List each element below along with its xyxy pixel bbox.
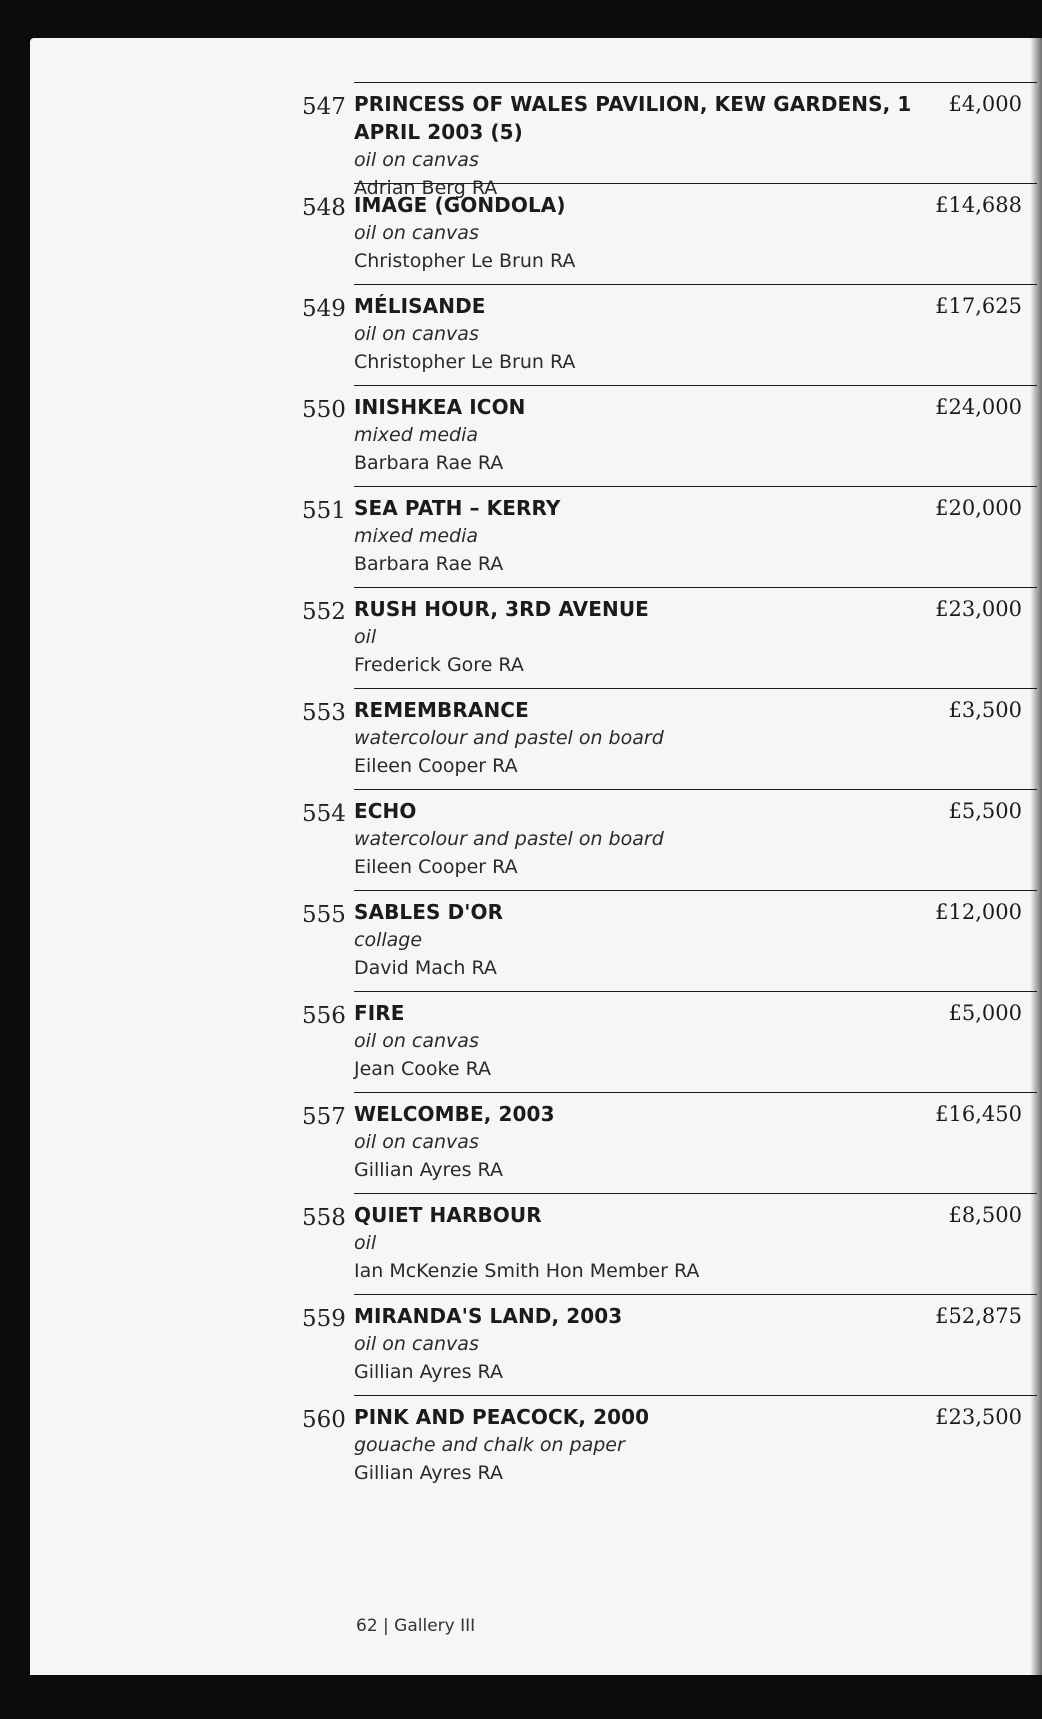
entry-artist: Barbara Rae RA (354, 553, 504, 575)
entry-price: £12,000 (935, 900, 1022, 924)
entry-number: 557 (302, 1104, 346, 1130)
entry-title: INISHKEA ICON (354, 395, 526, 419)
entry-title: PINK AND PEACOCK, 2000 (354, 1405, 650, 1429)
entry-price: £5,500 (948, 799, 1022, 823)
entry-number: 552 (302, 599, 346, 625)
entry-medium: oil (354, 1232, 377, 1254)
entry-price: £16,450 (935, 1102, 1022, 1126)
entry-number: 558 (302, 1205, 346, 1231)
catalogue-entry (30, 183, 1042, 284)
entry-title: MÉLISANDE (354, 294, 486, 318)
entry-medium: mixed media (354, 525, 479, 547)
entry-artist: Eileen Cooper RA (354, 755, 518, 777)
entry-medium: watercolour and pastel on board (354, 828, 664, 850)
entry-medium: oil (354, 626, 377, 648)
catalogue-entry (30, 890, 1042, 991)
entry-info (354, 797, 942, 882)
catalogue-entry (30, 1395, 1042, 1496)
catalogue-entry (30, 1092, 1042, 1193)
entry-medium: oil on canvas (354, 1030, 479, 1052)
entry-price: £3,500 (948, 698, 1022, 722)
entry-artist: David Mach RA (354, 957, 497, 979)
catalogue-page (30, 38, 1042, 1675)
entry-number: 547 (302, 94, 346, 120)
entry-artist: Barbara Rae RA (354, 452, 504, 474)
catalogue-entry (30, 82, 1042, 199)
entry-artist: Frederick Gore RA (354, 654, 524, 676)
catalogue-entry (30, 688, 1042, 789)
entry-artist: Gillian Ayres RA (354, 1462, 503, 1484)
catalogue-entry (30, 587, 1042, 688)
entry-title: REMEMBRANCE (354, 698, 529, 722)
entry-medium: oil on canvas (354, 149, 479, 171)
entry-title: RUSH HOUR, 3RD AVENUE (354, 597, 649, 621)
entry-info (354, 1403, 942, 1488)
entry-price: £23,000 (935, 597, 1022, 621)
entry-price: £4,000 (948, 92, 1022, 116)
entry-artist: Christopher Le Brun RA (354, 351, 576, 373)
entry-number: 550 (302, 397, 346, 423)
catalogue-entry (30, 284, 1042, 385)
entry-info (354, 1201, 942, 1286)
entry-artist: Christopher Le Brun RA (354, 250, 576, 272)
entry-medium: oil on canvas (354, 1131, 479, 1153)
entry-title: SABLES D'OR (354, 900, 504, 924)
entry-medium: oil on canvas (354, 222, 479, 244)
entry-title: PRINCESS OF WALES PAVILION, KEW GARDENS, 1 APRIL 2003 (5) (354, 92, 912, 144)
entry-number: 554 (302, 801, 346, 827)
entry-price: £52,875 (935, 1304, 1022, 1328)
entry-info (354, 595, 942, 680)
entry-price: £5,000 (948, 1001, 1022, 1025)
entry-list (30, 82, 1042, 1496)
catalogue-entry (30, 486, 1042, 587)
entry-number: 559 (302, 1306, 346, 1332)
entry-info (354, 999, 942, 1084)
entry-price: £23,500 (935, 1405, 1022, 1429)
catalogue-entry (30, 385, 1042, 486)
entry-info (354, 494, 942, 579)
entry-number: 549 (302, 296, 346, 322)
entry-artist: Gillian Ayres RA (354, 1159, 503, 1181)
entry-medium: collage (354, 929, 423, 951)
entry-number: 556 (302, 1003, 346, 1029)
entry-title: QUIET HARBOUR (354, 1203, 542, 1227)
entry-artist: Gillian Ayres RA (354, 1361, 503, 1383)
entry-artist: Jean Cooke RA (354, 1058, 492, 1080)
entry-medium: oil on canvas (354, 323, 479, 345)
entry-price: £24,000 (935, 395, 1022, 419)
entry-medium: watercolour and pastel on board (354, 727, 664, 749)
entry-artist: Ian McKenzie Smith Hon Member RA (354, 1260, 700, 1282)
entry-info (354, 393, 942, 478)
entry-medium: oil on canvas (354, 1333, 479, 1355)
page-footer: 62 | Gallery III (356, 1616, 476, 1636)
entry-number: 551 (302, 498, 346, 524)
entry-title: MIRANDA'S LAND, 2003 (354, 1304, 623, 1328)
entry-price: £20,000 (935, 496, 1022, 520)
entry-title: ECHO (354, 799, 417, 823)
entry-number: 555 (302, 902, 346, 928)
entry-info (354, 696, 942, 781)
entry-info (354, 898, 942, 983)
entry-number: 548 (302, 195, 346, 221)
entry-info (354, 191, 942, 276)
entry-price: £8,500 (948, 1203, 1022, 1227)
entry-title: WELCOMBE, 2003 (354, 1102, 555, 1126)
catalogue-entry (30, 1294, 1042, 1395)
entry-number: 560 (302, 1407, 346, 1433)
entry-price: £14,688 (935, 193, 1022, 217)
entry-medium: gouache and chalk on paper (354, 1434, 625, 1456)
page-edge-shadow (1030, 38, 1042, 1675)
entry-title: FIRE (354, 1001, 405, 1025)
entry-price: £17,625 (935, 294, 1022, 318)
catalogue-entry (30, 991, 1042, 1092)
entry-medium: mixed media (354, 424, 479, 446)
entry-title: SEA PATH – KERRY (354, 496, 561, 520)
entry-artist: Eileen Cooper RA (354, 856, 518, 878)
entry-info (354, 1302, 942, 1387)
entry-info (354, 292, 942, 377)
entry-number: 553 (302, 700, 346, 726)
entry-info (354, 1100, 942, 1185)
entry-title: IMAGE (GONDOLA) (354, 193, 566, 217)
catalogue-entry (30, 789, 1042, 890)
catalogue-entry (30, 1193, 1042, 1294)
entry-artist: Adrian Berg RA (354, 177, 498, 199)
